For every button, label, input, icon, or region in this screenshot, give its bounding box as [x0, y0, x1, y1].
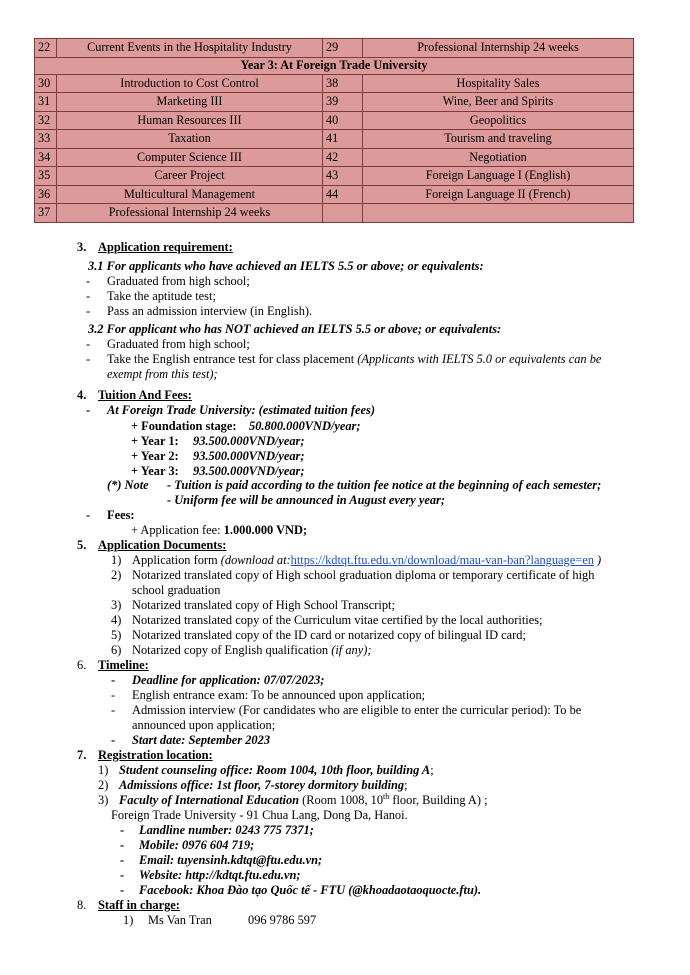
list-number: 2): [98, 778, 109, 792]
start-date: Start date: September 2023: [132, 733, 271, 747]
section-4-title: Tuition And Fees:: [98, 388, 192, 402]
course-number: 44: [323, 185, 363, 204]
course-number: 36: [35, 185, 57, 204]
fees-heading: Fees:: [107, 508, 135, 522]
course-name: Computer Science III: [57, 148, 323, 167]
location-item: Admissions office: 1st floor, 7-storey dormitory building;: [119, 778, 408, 792]
course-number: 35: [35, 167, 57, 186]
course-name: Professional Internship 24 weeks: [57, 204, 323, 223]
year-header: Year 3: At Foreign Trade University: [35, 57, 634, 74]
website: Website: http://kdtqt.ftu.edu.vn;: [139, 868, 301, 882]
location-item: Student counseling office: Room 1004, 10th floor, building A;: [119, 763, 434, 777]
course-table: [34, 38, 634, 223]
section-6-title: Timeline:: [98, 658, 149, 672]
list-number: 2): [111, 568, 122, 582]
fee-label: + Year 3:: [131, 464, 179, 478]
table-row: [35, 39, 634, 58]
fee-label: + Year 2:: [131, 449, 179, 463]
course-number: [323, 204, 363, 223]
dash: -: [86, 304, 91, 318]
section-3-title: Application requirement:: [98, 240, 233, 254]
deadline: Deadline for application: 07/07/2023;: [132, 673, 325, 687]
mobile: Mobile: 0976 604 719;: [139, 838, 255, 852]
fee-value: 50.800.000VND/year;: [249, 419, 361, 433]
fee-label: + Year 1:: [131, 434, 179, 448]
dash: -: [120, 868, 125, 882]
course-name: Foreign Language II (French): [363, 185, 634, 204]
course-number: 43: [323, 167, 363, 186]
dash: -: [86, 508, 91, 522]
table-row: [35, 93, 634, 112]
course-number: 33: [35, 130, 57, 149]
dash: -: [120, 838, 125, 852]
fee-value: 93.500.000VND/year;: [193, 449, 305, 463]
fee-label: + Foundation stage:: [131, 419, 237, 433]
course-number: 37: [35, 204, 57, 223]
section-5-number: 5.: [77, 538, 87, 552]
list-number: 6): [111, 643, 122, 657]
dash: -: [86, 403, 91, 417]
section-4-number: 4.: [77, 388, 87, 402]
section-3-1-heading: 3.1 For applicants who have achieved an IELTS 5.5 or above; or equivalents:: [88, 259, 484, 273]
list-number: 3): [98, 793, 109, 807]
course-name: [363, 204, 634, 223]
dash: -: [120, 823, 125, 837]
table-row: [35, 111, 634, 130]
admission-interview-continuation: announced upon application;: [132, 718, 276, 732]
download-link[interactable]: https://kdtqt.ftu.edu.vn/download/mau-van-ban?language=en: [290, 553, 594, 567]
staff-name: Ms Van Tran: [148, 913, 212, 927]
course-name: Tourism and traveling: [363, 130, 634, 149]
list-item: Graduated from high school;: [107, 337, 250, 351]
list-number: 1): [111, 553, 122, 567]
course-name: Taxation: [57, 130, 323, 149]
list-item: Notarized copy of English qualification (if any);: [132, 643, 372, 657]
list-item: Notarized translated copy of High School Transcript;: [132, 598, 395, 612]
list-item: Application form (download at:https://kdtqt.ftu.edu.vn/download/mau-van-ban?language=en ): [132, 553, 602, 567]
course-name: Career Project: [57, 167, 323, 186]
course-name: Negotiation: [363, 148, 634, 167]
course-name: Professional Internship 24 weeks: [363, 39, 634, 58]
dash: -: [86, 337, 91, 351]
dash: -: [111, 703, 116, 717]
list-item: Notarized translated copy of the Curriculum vitae certified by the local authorities;: [132, 613, 543, 627]
course-number: 29: [323, 39, 363, 58]
dash: -: [111, 688, 116, 702]
table-row: [35, 57, 634, 74]
course-name: Geopolitics: [363, 111, 634, 130]
table-row: [35, 167, 634, 186]
course-number: 30: [35, 74, 57, 93]
course-number: 34: [35, 148, 57, 167]
note-label: (*) Note: [107, 478, 149, 492]
list-item-continuation: school graduation: [132, 583, 221, 597]
location-item: Faculty of International Education (Room 1008, 10th floor, Building A) ;: [119, 791, 488, 807]
section-7-title: Registration location:: [98, 748, 213, 762]
ftu-tuition-heading: At Foreign Trade University: (estimated tuition fees): [107, 403, 375, 417]
dash: -: [111, 673, 116, 687]
table-row: [35, 185, 634, 204]
table-row: [35, 204, 634, 223]
application-fee: + Application fee: 1.000.000 VND;: [131, 523, 308, 537]
course-name: Wine, Beer and Spirits: [363, 93, 634, 112]
note-line: - Uniform fee will be announced in August every year;: [167, 493, 445, 507]
list-item: Graduated from high school;: [107, 274, 250, 288]
section-5-title: Application Documents:: [98, 538, 227, 552]
section-7-number: 7.: [77, 748, 87, 762]
list-number: 4): [111, 613, 122, 627]
list-item: Take the English entrance test for class placement (Applicants with IELTS 5.0 or equivalents can be: [107, 352, 602, 366]
list-number: 3): [111, 598, 122, 612]
dash: -: [120, 883, 125, 897]
section-3-number: 3.: [77, 240, 87, 254]
staff-phone: 096 9786 597: [248, 913, 317, 927]
course-number: 38: [323, 74, 363, 93]
table-row: [35, 74, 634, 93]
course-number: 41: [323, 130, 363, 149]
course-name: Multicultural Management: [57, 185, 323, 204]
dash: -: [120, 853, 125, 867]
course-number: 39: [323, 93, 363, 112]
list-item: Notarized translated copy of the ID card or notarized copy of bilingual ID card;: [132, 628, 526, 642]
section-8-number: 8.: [77, 898, 87, 912]
course-number: 22: [35, 39, 57, 58]
section-3-2-heading: 3.2 For applicant who has NOT achieved an IELTS 5.5 or above; or equivalents:: [88, 322, 502, 336]
list-number: 1): [123, 913, 134, 927]
list-item-continuation: exempt from this test);: [107, 367, 218, 381]
note-line: - Tuition is paid according to the tuition fee notice at the beginning of each semester;: [167, 478, 602, 492]
dash: -: [86, 289, 91, 303]
table-row: [35, 148, 634, 167]
section-6-number: 6.: [77, 658, 87, 672]
course-number: 40: [323, 111, 363, 130]
dash: -: [86, 352, 91, 366]
address: Foreign Trade University - 91 Chua Lang, Dong Da, Hanoi.: [111, 808, 408, 822]
course-number: 42: [323, 148, 363, 167]
list-item: Pass an admission interview (in English).: [107, 304, 313, 318]
list-number: 5): [111, 628, 122, 642]
landline: Landline number: 0243 775 7371;: [139, 823, 314, 837]
course-name: Foreign Language I (English): [363, 167, 634, 186]
facebook: Facebook: Khoa Đào tạo Quốc tế - FTU (@khoadaotaoquocte.ftu).: [139, 883, 482, 897]
section-8-title: Staff in charge:: [98, 898, 180, 912]
fee-value: 93.500.000VND/year;: [193, 464, 305, 478]
list-item: Notarized translated copy of High school graduation diploma or temporary certificate of high: [132, 568, 595, 582]
fee-value: 93.500.000VND/year;: [193, 434, 305, 448]
course-name: Human Resources III: [57, 111, 323, 130]
dash: -: [111, 733, 116, 747]
course-number: 31: [35, 93, 57, 112]
course-name: Hospitality Sales: [363, 74, 634, 93]
course-name: Introduction to Cost Control: [57, 74, 323, 93]
dash: -: [86, 274, 91, 288]
course-name: Current Events in the Hospitality Industry: [57, 39, 323, 58]
course-name: Marketing III: [57, 93, 323, 112]
list-number: 1): [98, 763, 109, 777]
entrance-exam: English entrance exam: To be announced upon application;: [132, 688, 426, 702]
email: Email: tuyensinh.kdtqt@ftu.edu.vn;: [139, 853, 323, 867]
table-row: [35, 130, 634, 149]
admission-interview: Admission interview (For candidates who are eligible to enter the curricular period): To be: [132, 703, 582, 717]
course-number: 32: [35, 111, 57, 130]
list-item: Take the aptitude test;: [107, 289, 216, 303]
